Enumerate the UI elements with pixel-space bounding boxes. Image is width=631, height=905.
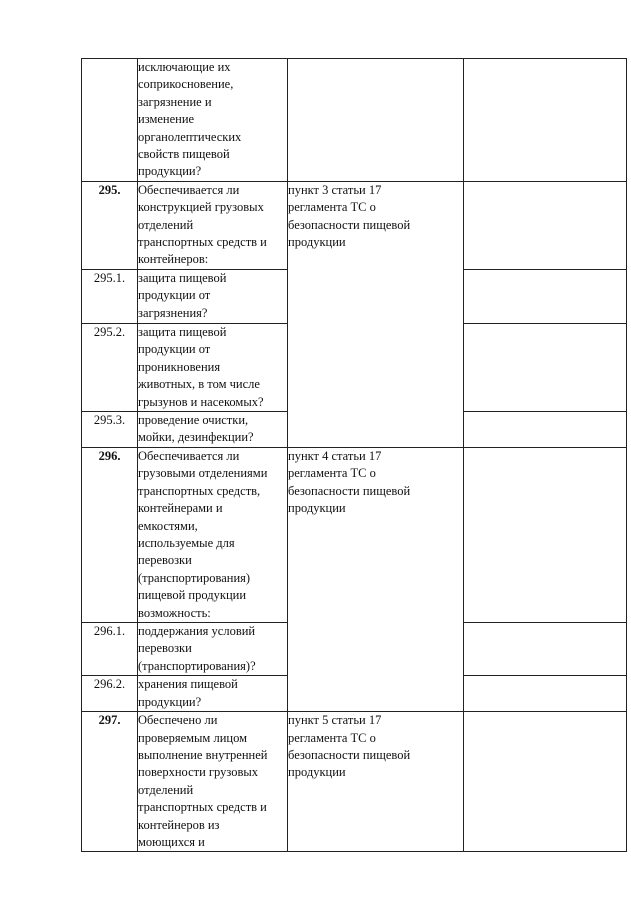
question-text: защита пищевой продукции от проникновения животных, в том числе грызунов и насекомых? xyxy=(138,324,264,409)
row-number-cell: 296.2. xyxy=(82,676,138,712)
question-cell xyxy=(138,323,288,411)
row-number-cell: 297. xyxy=(82,712,138,852)
table-row xyxy=(82,447,627,622)
question-cell xyxy=(138,181,288,269)
reference-cell xyxy=(288,712,464,852)
answer-cell xyxy=(464,181,627,269)
row-number-cell: 296. xyxy=(82,447,138,622)
question-cell xyxy=(138,712,288,852)
question-text: Обеспечивается ли конструкцией грузовых отделений транспортных средств и контейнеров: xyxy=(138,182,267,267)
answer-cell xyxy=(464,411,627,447)
question-cell xyxy=(138,676,288,712)
answer-cell xyxy=(464,712,627,852)
question-cell xyxy=(138,411,288,447)
row-number-cell: 295.2. xyxy=(82,323,138,411)
question-text: проведение очистки, мойки, дезинфекции? xyxy=(138,412,254,445)
answer-cell xyxy=(464,323,627,411)
reference-cell xyxy=(288,447,464,711)
row-number-cell: 295. xyxy=(82,181,138,269)
row-number-cell: 295.1. xyxy=(82,269,138,323)
row-number-cell: 295.3. xyxy=(82,411,138,447)
question-text: исключающие их соприкосновение, загрязнение и изменение органолептических свойств пищевой продукции? xyxy=(138,60,242,179)
question-cell xyxy=(138,622,288,675)
answer-cell xyxy=(464,269,627,323)
row-number-cell xyxy=(82,59,138,182)
question-text: поддержания условий перевозки (транспортирования)? xyxy=(138,623,256,673)
reference-text: пункт 4 статьи 17 регламента ТС о безопасности пищевой продукции xyxy=(288,448,411,516)
question-text: Обеспечено ли проверяемым лицом выполнение внутренней поверхности грузовых отделений транспортных средств и контейнеров из моющихся и xyxy=(138,713,268,850)
answer-cell xyxy=(464,622,627,675)
row-number-cell: 296.1. xyxy=(82,622,138,675)
reference-cell xyxy=(288,181,464,447)
reference-cell xyxy=(288,59,464,182)
question-text: защита пищевой продукции от загрязнения? xyxy=(138,270,227,320)
reference-text: пункт 5 статьи 17 регламента ТС о безопасности пищевой продукции xyxy=(288,713,411,780)
question-text: хранения пищевой продукции? xyxy=(138,677,238,709)
answer-cell xyxy=(464,676,627,712)
question-cell xyxy=(138,447,288,622)
table-row xyxy=(82,181,627,269)
question-cell xyxy=(138,269,288,323)
answer-cell xyxy=(464,447,627,622)
question-text: Обеспечивается ли грузовыми отделениями транспортных средств, контейнерами и емкостями, используемые для перевозки (транспортирования) пищевой продукции возможность: xyxy=(138,448,268,620)
table-row xyxy=(82,59,627,182)
reference-text: пункт 3 статьи 17 регламента ТС о безопасности пищевой продукции xyxy=(288,182,411,250)
checklist-table xyxy=(81,58,627,852)
answer-cell xyxy=(464,59,627,182)
question-cell xyxy=(138,59,288,182)
table-row xyxy=(82,712,627,852)
